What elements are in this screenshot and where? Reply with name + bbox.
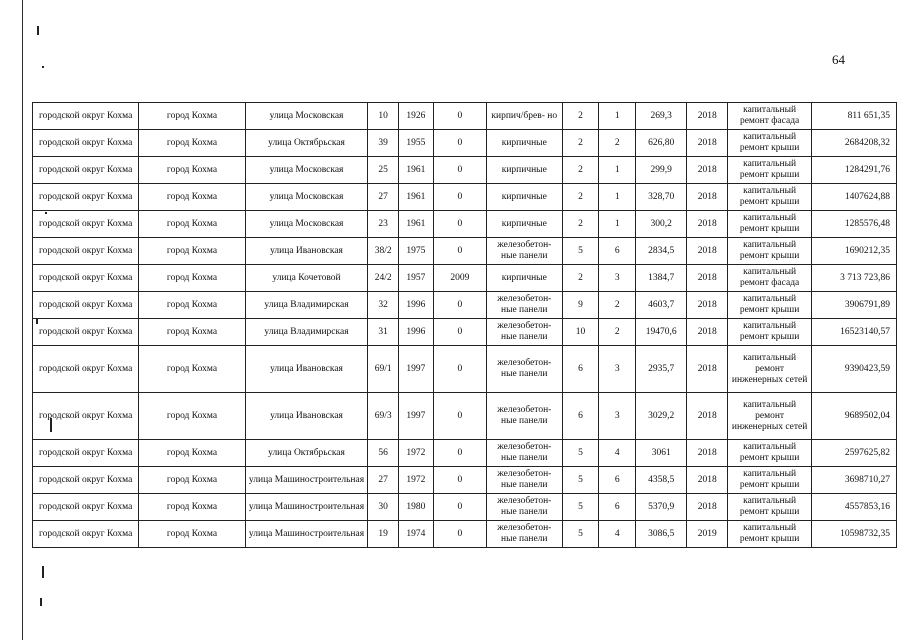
wall-material-cell: кирпичные (486, 130, 562, 157)
street-cell: улица Владимирская (245, 292, 368, 319)
work-type-cell: капитальный ремонт фасада (728, 265, 812, 292)
table-row (33, 521, 897, 548)
house-number-cell: 27 (368, 467, 399, 494)
entrances-cell: 6 (599, 494, 636, 521)
year-built-cell: 1997 (399, 346, 434, 393)
plan-year-cell: 2018 (687, 265, 728, 292)
cost-cell: 2684208,32 (812, 130, 897, 157)
floors-cell: 5 (562, 238, 599, 265)
floors-cell: 5 (562, 521, 599, 548)
year-reconstructed-cell: 0 (433, 494, 486, 521)
area-cell: 299,9 (636, 157, 687, 184)
entrances-cell: 3 (599, 265, 636, 292)
cost-cell: 1407624,88 (812, 184, 897, 211)
house-number-cell: 69/3 (368, 393, 399, 440)
year-reconstructed-cell: 2009 (433, 265, 486, 292)
binder-edge-line (22, 0, 23, 640)
plan-year-cell: 2018 (687, 211, 728, 238)
floors-cell: 5 (562, 494, 599, 521)
floors-cell: 9 (562, 292, 599, 319)
table-row (33, 265, 897, 292)
street-cell: улица Московская (245, 184, 368, 211)
city-cell: город Кохма (139, 346, 245, 393)
entrances-cell: 1 (599, 103, 636, 130)
table-row (33, 393, 897, 440)
cost-cell: 3906791,89 (812, 292, 897, 319)
entrances-cell: 1 (599, 184, 636, 211)
year-reconstructed-cell: 0 (433, 238, 486, 265)
municipality-cell: городской округ Кохма (33, 494, 139, 521)
work-type-cell: капитальный ремонт крыши (728, 211, 812, 238)
city-cell: город Кохма (139, 265, 245, 292)
plan-year-cell: 2018 (687, 130, 728, 157)
year-reconstructed-cell: 0 (433, 292, 486, 319)
cost-cell: 2597625,82 (812, 440, 897, 467)
plan-year-cell: 2018 (687, 184, 728, 211)
cost-cell: 9390423,59 (812, 346, 897, 393)
house-number-cell: 23 (368, 211, 399, 238)
area-cell: 626,80 (636, 130, 687, 157)
scan-speck (42, 66, 44, 68)
year-built-cell: 1975 (399, 238, 434, 265)
city-cell: город Кохма (139, 494, 245, 521)
house-number-cell: 69/1 (368, 346, 399, 393)
wall-material-cell: кирпич/брев- но (486, 103, 562, 130)
floors-cell: 2 (562, 103, 599, 130)
entrances-cell: 4 (599, 440, 636, 467)
house-number-cell: 27 (368, 184, 399, 211)
work-type-cell: капитальный ремонт крыши (728, 292, 812, 319)
wall-material-cell: железобетон- ные панели (486, 319, 562, 346)
floors-cell: 2 (562, 157, 599, 184)
table-row (33, 319, 897, 346)
cost-cell: 811 651,35 (812, 103, 897, 130)
work-type-cell: капитальный ремонт фасада (728, 103, 812, 130)
wall-material-cell: железобетон- ные панели (486, 346, 562, 393)
wall-material-cell: кирпичные (486, 265, 562, 292)
municipality-cell: городской округ Кохма (33, 265, 139, 292)
wall-material-cell: кирпичные (486, 157, 562, 184)
city-cell: город Кохма (139, 184, 245, 211)
year-reconstructed-cell: 0 (433, 440, 486, 467)
entrances-cell: 6 (599, 238, 636, 265)
street-cell: улица Машиностроительная (245, 521, 368, 548)
work-type-cell: капитальный ремонт инженерных сетей (728, 393, 812, 440)
house-number-cell: 31 (368, 319, 399, 346)
year-reconstructed-cell: 0 (433, 211, 486, 238)
scan-speck (42, 566, 44, 578)
plan-year-cell: 2018 (687, 467, 728, 494)
wall-material-cell: железобетон- ные панели (486, 521, 562, 548)
area-cell: 3086,5 (636, 521, 687, 548)
municipality-cell: городской округ Кохма (33, 130, 139, 157)
house-number-cell: 38/2 (368, 238, 399, 265)
table-row (33, 467, 897, 494)
municipality-cell: городской округ Кохма (33, 393, 139, 440)
wall-material-cell: железобетон- ные панели (486, 238, 562, 265)
municipality-cell: городской округ Кохма (33, 238, 139, 265)
wall-material-cell: кирпичные (486, 184, 562, 211)
year-reconstructed-cell: 0 (433, 157, 486, 184)
entrances-cell: 1 (599, 211, 636, 238)
plan-year-cell: 2018 (687, 103, 728, 130)
cost-cell: 1284291,76 (812, 157, 897, 184)
floors-cell: 6 (562, 393, 599, 440)
year-reconstructed-cell: 0 (433, 346, 486, 393)
city-cell: город Кохма (139, 292, 245, 319)
house-number-cell: 32 (368, 292, 399, 319)
work-type-cell: капитальный ремонт инженерных сетей (728, 346, 812, 393)
floors-cell: 2 (562, 184, 599, 211)
year-reconstructed-cell: 0 (433, 130, 486, 157)
scan-speck (37, 26, 39, 35)
plan-year-cell: 2018 (687, 494, 728, 521)
street-cell: улица Московская (245, 157, 368, 184)
house-number-cell: 25 (368, 157, 399, 184)
area-cell: 3061 (636, 440, 687, 467)
city-cell: город Кохма (139, 130, 245, 157)
municipality-cell: городской округ Кохма (33, 103, 139, 130)
repair-program-table (32, 102, 897, 548)
plan-year-cell: 2018 (687, 238, 728, 265)
street-cell: улица Машиностроительная (245, 494, 368, 521)
floors-cell: 2 (562, 130, 599, 157)
entrances-cell: 3 (599, 393, 636, 440)
year-reconstructed-cell: 0 (433, 393, 486, 440)
table-row (33, 238, 897, 265)
house-number-cell: 30 (368, 494, 399, 521)
city-cell: город Кохма (139, 440, 245, 467)
entrances-cell: 6 (599, 467, 636, 494)
year-built-cell: 1957 (399, 265, 434, 292)
house-number-cell: 19 (368, 521, 399, 548)
entrances-cell: 2 (599, 292, 636, 319)
year-built-cell: 1955 (399, 130, 434, 157)
floors-cell: 10 (562, 319, 599, 346)
year-built-cell: 1974 (399, 521, 434, 548)
page-number: 64 (832, 52, 845, 67)
cost-cell: 1690212,35 (812, 238, 897, 265)
table-row (33, 346, 897, 393)
year-reconstructed-cell: 0 (433, 103, 486, 130)
year-reconstructed-cell: 0 (433, 467, 486, 494)
entrances-cell: 1 (599, 157, 636, 184)
street-cell: улица Владимирская (245, 319, 368, 346)
entrances-cell: 2 (599, 319, 636, 346)
cost-cell: 1285576,48 (812, 211, 897, 238)
wall-material-cell: железобетон- ные панели (486, 494, 562, 521)
wall-material-cell: железобетон- ные панели (486, 467, 562, 494)
area-cell: 19470,6 (636, 319, 687, 346)
table-row (33, 157, 897, 184)
year-built-cell: 1980 (399, 494, 434, 521)
wall-material-cell: железобетон- ные панели (486, 292, 562, 319)
scan-speck (40, 598, 42, 606)
city-cell: город Кохма (139, 467, 245, 494)
table-row (33, 184, 897, 211)
floors-cell: 5 (562, 467, 599, 494)
floors-cell: 2 (562, 211, 599, 238)
floors-cell: 6 (562, 346, 599, 393)
municipality-cell: городской округ Кохма (33, 346, 139, 393)
work-type-cell: капитальный ремонт крыши (728, 467, 812, 494)
municipality-cell: городской округ Кохма (33, 157, 139, 184)
municipality-cell: городской округ Кохма (33, 521, 139, 548)
municipality-cell: городской округ Кохма (33, 319, 139, 346)
street-cell: улица Московская (245, 211, 368, 238)
work-type-cell: капитальный ремонт крыши (728, 440, 812, 467)
city-cell: город Кохма (139, 238, 245, 265)
city-cell: город Кохма (139, 211, 245, 238)
year-built-cell: 1926 (399, 103, 434, 130)
plan-year-cell: 2018 (687, 292, 728, 319)
table-row (33, 440, 897, 467)
city-cell: город Кохма (139, 521, 245, 548)
city-cell: город Кохма (139, 393, 245, 440)
street-cell: улица Ивановская (245, 346, 368, 393)
street-cell: улица Машиностроительная (245, 467, 368, 494)
municipality-cell: городской округ Кохма (33, 292, 139, 319)
area-cell: 1384,7 (636, 265, 687, 292)
area-cell: 328,70 (636, 184, 687, 211)
house-number-cell: 56 (368, 440, 399, 467)
wall-material-cell: железобетон- ные панели (486, 440, 562, 467)
area-cell: 5370,9 (636, 494, 687, 521)
street-cell: улица Ивановская (245, 393, 368, 440)
floors-cell: 2 (562, 265, 599, 292)
municipality-cell: городской округ Кохма (33, 184, 139, 211)
entrances-cell: 2 (599, 130, 636, 157)
table-row (33, 211, 897, 238)
area-cell: 3029,2 (636, 393, 687, 440)
area-cell: 4603,7 (636, 292, 687, 319)
work-type-cell: капитальный ремонт крыши (728, 319, 812, 346)
work-type-cell: капитальный ремонт крыши (728, 238, 812, 265)
table-body (33, 103, 897, 548)
entrances-cell: 3 (599, 346, 636, 393)
area-cell: 300,2 (636, 211, 687, 238)
work-type-cell: капитальный ремонт крыши (728, 494, 812, 521)
year-built-cell: 1961 (399, 184, 434, 211)
municipality-cell: городской округ Кохма (33, 211, 139, 238)
street-cell: улица Октябрьская (245, 440, 368, 467)
municipality-cell: городской округ Кохма (33, 467, 139, 494)
house-number-cell: 39 (368, 130, 399, 157)
table-row (33, 292, 897, 319)
cost-cell: 3 713 723,86 (812, 265, 897, 292)
plan-year-cell: 2018 (687, 346, 728, 393)
year-reconstructed-cell: 0 (433, 184, 486, 211)
cost-cell: 16523140,57 (812, 319, 897, 346)
area-cell: 2834,5 (636, 238, 687, 265)
municipality-cell: городской округ Кохма (33, 440, 139, 467)
table-row (33, 494, 897, 521)
work-type-cell: капитальный ремонт крыши (728, 157, 812, 184)
street-cell: улица Октябрьская (245, 130, 368, 157)
year-reconstructed-cell: 0 (433, 521, 486, 548)
area-cell: 2935,7 (636, 346, 687, 393)
year-built-cell: 1996 (399, 319, 434, 346)
cost-cell: 9689502,04 (812, 393, 897, 440)
city-cell: город Кохма (139, 157, 245, 184)
street-cell: улица Московская (245, 103, 368, 130)
cost-cell: 10598732,35 (812, 521, 897, 548)
year-reconstructed-cell: 0 (433, 319, 486, 346)
plan-year-cell: 2018 (687, 157, 728, 184)
house-number-cell: 10 (368, 103, 399, 130)
year-built-cell: 1961 (399, 157, 434, 184)
entrances-cell: 4 (599, 521, 636, 548)
street-cell: улица Кочетовой (245, 265, 368, 292)
table-row (33, 103, 897, 130)
plan-year-cell: 2018 (687, 393, 728, 440)
work-type-cell: капитальный ремонт крыши (728, 130, 812, 157)
plan-year-cell: 2018 (687, 319, 728, 346)
plan-year-cell: 2018 (687, 440, 728, 467)
house-number-cell: 24/2 (368, 265, 399, 292)
area-cell: 4358,5 (636, 467, 687, 494)
work-type-cell: капитальный ремонт крыши (728, 521, 812, 548)
work-type-cell: капитальный ремонт крыши (728, 184, 812, 211)
year-built-cell: 1997 (399, 393, 434, 440)
cost-cell: 4557853,16 (812, 494, 897, 521)
plan-year-cell: 2019 (687, 521, 728, 548)
wall-material-cell: железобетон- ные панели (486, 393, 562, 440)
year-built-cell: 1972 (399, 440, 434, 467)
wall-material-cell: кирпичные (486, 211, 562, 238)
year-built-cell: 1972 (399, 467, 434, 494)
area-cell: 269,3 (636, 103, 687, 130)
year-built-cell: 1996 (399, 292, 434, 319)
street-cell: улица Ивановская (245, 238, 368, 265)
city-cell: город Кохма (139, 103, 245, 130)
table-row (33, 130, 897, 157)
year-built-cell: 1961 (399, 211, 434, 238)
city-cell: город Кохма (139, 319, 245, 346)
cost-cell: 3698710,27 (812, 467, 897, 494)
floors-cell: 5 (562, 440, 599, 467)
